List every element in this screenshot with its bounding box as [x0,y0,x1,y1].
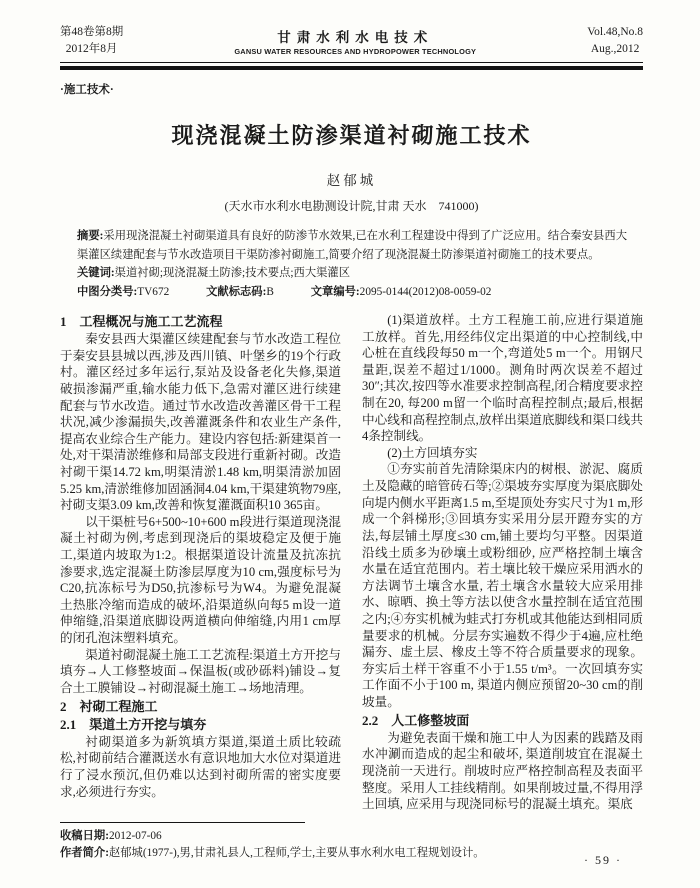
author-bio-line [60,845,643,862]
body-paragraph: 渠道衬砌混凝土施工工艺流程:渠道土方开挖与填夯→人工修整坡面→保温板(或砂砾料)铺设→复合土工膜铺设→衬砌混凝土施工→场地清理。 [60,647,341,695]
body-paragraph: 衬砌渠道多为新筑填方渠道,渠道土质比较疏松,衬砌前结合灌溉送水有意识地加大水位对渠道进行了浸水预沉,但仍难以达到衬砌所需的密实度要求,必须进行夯实。 [60,734,341,799]
received-date-label: 收稿日期: [60,829,109,842]
body-paragraph: (2)土方回填夯实 [387,445,478,460]
article-title: 现浇混凝土防渗渠道衬砌施工技术 [171,123,532,149]
volume-issue-en: Vol.48,No.8 [587,26,643,38]
keywords-text: 渠道衬砌;现浇混凝土防渗;技术要点;西大渠灌区 [114,267,351,280]
clc-value: TV672 [137,285,170,298]
page-number: · 59 · [584,853,622,867]
abstract-block [77,227,627,301]
left-column [60,312,341,813]
volume-issue-cn: 第48卷第8期 [60,26,124,38]
article-id-value: 2095-0144(2012)08-0059-02 [359,285,492,298]
abstract-text: 采用现浇混凝土衬砌渠道具有良好的防渗节水效果,已在水利工程建设中得到了广泛应用。结合秦安县西大渠灌区续建配套与节水改造项目干渠防渗衬砌施工,简要介绍了现浇混凝土防渗渠道衬砌施工的技术要点。 [77,230,627,261]
keywords-label: 关键词: [77,267,115,280]
author-affiliation: (天水市水利水电勘测设计院,甘肃 天水 741000) [224,199,479,214]
keywords-line [77,264,627,282]
journal-header [60,24,643,57]
right-column [362,312,643,813]
issue-info-cn [60,24,123,57]
abstract-line [77,227,627,264]
date-cn: 2012年8月 [65,42,118,55]
received-date-value: 2012-07-06 [108,829,162,842]
body-paragraph: 秦安县西大渠灌区续建配套与节水改造工程位于秦安县县城以西,涉及西川镇、叶堡乡的19个行政村。灌区经过多年运行,泵站及设备老化失修,渠道破损渗漏严重,输水能力低下,急需对灌区进行续建配套与节水改造。通过节水改造改善灌区骨干工程状况,减少渗漏损失,改善灌溉条件和农业生产条件,提高农业综合生产能力。建设内容包括:新建渠首一处,对干渠清淤维修和局部支段进行重新衬砌。改造衬砌干渠14.72 km,明渠清淤1.48 km,明渠清淤加固5.25 km,清淤维修加固涵洞4.04 km,干渠建筑物79座,衬砌支渠3.09 km,改善和恢复灌溉面积10 365亩。 [60,332,341,513]
abstract-label: 摘要: [77,230,104,243]
date-en: Aug.,2012 [590,42,640,55]
subsection-heading: 2.1 渠道土方开挖与填夯 [60,716,207,732]
clc-label: 中图分类号: [77,285,138,298]
header-rule-thick [60,66,643,70]
author-name: 赵郁城 [326,173,377,189]
section-heading: 2 衬砌工程施工 [60,698,158,714]
footnote-rule [60,822,305,823]
clc-pair [77,286,169,298]
journal-title-cn: 甘肃水利水电技术 [277,29,434,45]
journal-title-block [123,26,587,56]
doc-code-pair [206,286,274,298]
doc-code-value: B [266,285,274,298]
body-paragraph: 为避免表面干燥和施工中人为因素的践踏及雨水冲涮而造成的起尘和破坏, 渠道削坡宜在混凝土现浇前一天进行。削坡时应严格控制高程及表面平整度。采用人工挂线精削。如果削坡过量,不得用浮土回填, 应采用与现浇同标号的混凝土填充。渠底 [362,730,643,812]
classification-line [77,283,627,301]
article-id-pair [311,286,492,298]
article-id-label: 文章编号: [310,285,360,298]
subsection-heading: 2.2 人工修整坡面 [362,712,470,728]
journal-title-en: GANSU WATER RESOURCES AND HYDROPOWER TECHNOLOGY [234,46,477,56]
body-paragraph: (1)渠道放样。土方工程施工前,应进行渠道施工放样。首先,用经纬仪定出渠道的中心控制线,中心桩在直线段每50 m一个,弯道处5 m一个。用钢尺量距,误差不超过1/1000。测角时两次误差不超过30″;其次,按四等水准要求控制高程,闭合精度要求控制在20, 每200 m留一个临时高程控制点;最后,根据中心线和高程控制点,放样出渠道底脚线和渠口线共4条控制线。 [362,312,643,444]
section-label: ·施工技术· [60,84,114,97]
author-bio-label: 作者简介: [60,846,109,859]
body-columns [60,312,643,813]
footnote [60,822,643,862]
body-paragraph: 以干渠桩号6+500~10+600 m段进行渠道现浇混凝土衬砌为例,考虑到现浇后的渠坡稳定及便于施工,渠道内坡取为1:2。根据渠道设计流量及抗冻抗渗要求,选定混凝土防渗层厚度为10 cm,强度标号为C20,抗冻标号为D50,抗渗标号为W4。为避免混凝土热胀冷缩而造成的破坏,沿渠道纵向每5 m设一道伸缩缝,沿渠道底脚设两道横向伸缩缝,内用1 cm厚的闭孔泡沫塑料填充。 [60,514,341,646]
issue-info-en [587,24,643,57]
header-rule-thin [60,62,643,63]
doc-code-label: 文献标志码: [206,285,267,298]
section-heading: 1 工程概况与施工工艺流程 [60,313,223,329]
body-paragraph: ①夯实前首先清除渠床内的树根、淤泥、腐质土及隐藏的暗管砖石等;②渠坡夯实厚度为渠底脚处向堤内侧水平距离1.5 m,至堤顶处夯实尺寸为1 m,形成一个斜梯形;③回填夯实采用分层开蹬夯实的方法,每层铺土厚度≤30 cm,铺土要均匀平整。因渠道沿线土质多为砂壤土或粉细砂, 应严格控制土壤含水量在适宜范围内。若土壤比较干燥应采用洒水的方法调节土壤含水量, 若土壤含水量较大应采用排水、晾晒、换土等方法以使含水量控制在适宜范围之内;④夯实机械为蛙式打夯机或其他能达到相同质量要求的机械。分层夯实遍数不得少于4遍,应杜绝漏夯、虚土层、橡皮土等不符合质量要求的现象。夯实后土样干容重不小于1.55 t/m³。一次回填夯实工作面不小于100 m, 渠道内侧应预留20~30 cm的削坡量。 [362,462,643,709]
received-date-line [60,828,643,845]
author-bio-text: 赵郁城(1977-),男,甘肃礼县人,工程师,学士,主要从事水利水电工程规划设计。 [108,846,485,859]
